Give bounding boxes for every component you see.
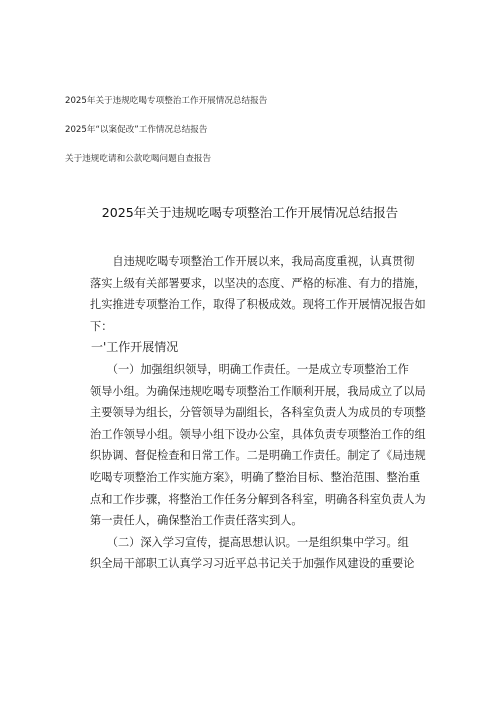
- paragraph-line: 治工作领导小组。领导小组下设办公室，具体负责专项整治工作的组: [90, 427, 426, 441]
- section-heading: 一'工作开展情况: [91, 340, 179, 355]
- intro-line: 落实上级有关部署要求，以坚决的态度、严格的标准、有力的措施，: [90, 276, 426, 290]
- document-body: [90, 251, 435, 575]
- intro-line: 下：: [90, 319, 113, 333]
- paragraph-line: 领导小组。为确保违规吃喝专项整治工作顺利开展，我局成立了以局: [90, 384, 426, 398]
- document-title: 2025年关于违规吃喝专项整治工作开展情况总结报告: [101, 205, 399, 220]
- intro-line: 自违规吃喝专项整治工作开展以来，我局高度重视，认真贯彻: [90, 255, 415, 268]
- paragraph-line: 织协调、督促检查和日常工作。二是明确工作责任。制定了《局违规: [90, 449, 426, 463]
- paragraph-line: （二）深入学习宣传，提高思想认识。一是组织集中学习。组: [90, 535, 409, 549]
- toc-item-3[interactable]: 关于违规吃请和公款吃喝问题自查报告: [65, 154, 212, 164]
- paragraph-organization: [90, 359, 435, 532]
- paragraph-line: 吃喝专项整治工作实施方案》，明确了整治目标、整治范围、整治重: [90, 470, 421, 484]
- paragraph-line: 点和工作步骤，将整治工作任务分解到各科室，明确各科室负责人为: [90, 492, 426, 506]
- table-of-contents: [65, 96, 445, 183]
- paragraph-line: 第一责任人，确保整治工作责任落实到人。: [90, 514, 303, 528]
- intro-paragraph: [90, 251, 435, 337]
- toc-item-2[interactable]: 2025年“以案促改”工作情况总结报告: [65, 125, 208, 135]
- intro-line: 扎实推进专项整治工作，取得了积极成效。现将工作开展情况报告如: [90, 298, 426, 312]
- paragraph-line: 织全局干部职工认真学习习近平总书记关于加强作风建设的重要论: [90, 557, 415, 571]
- paragraph-line: 主要领导为组长，分管领导为副组长，各科室负责人为成员的专项整: [90, 406, 426, 420]
- paragraph-line: （一）加强组织领导，明确工作责任。一是成立专项整治工作: [90, 362, 409, 376]
- paragraph-study: [90, 532, 435, 575]
- toc-item-1[interactable]: 2025年关于违规吃喝专项整治工作开展情况总结报告: [65, 96, 268, 106]
